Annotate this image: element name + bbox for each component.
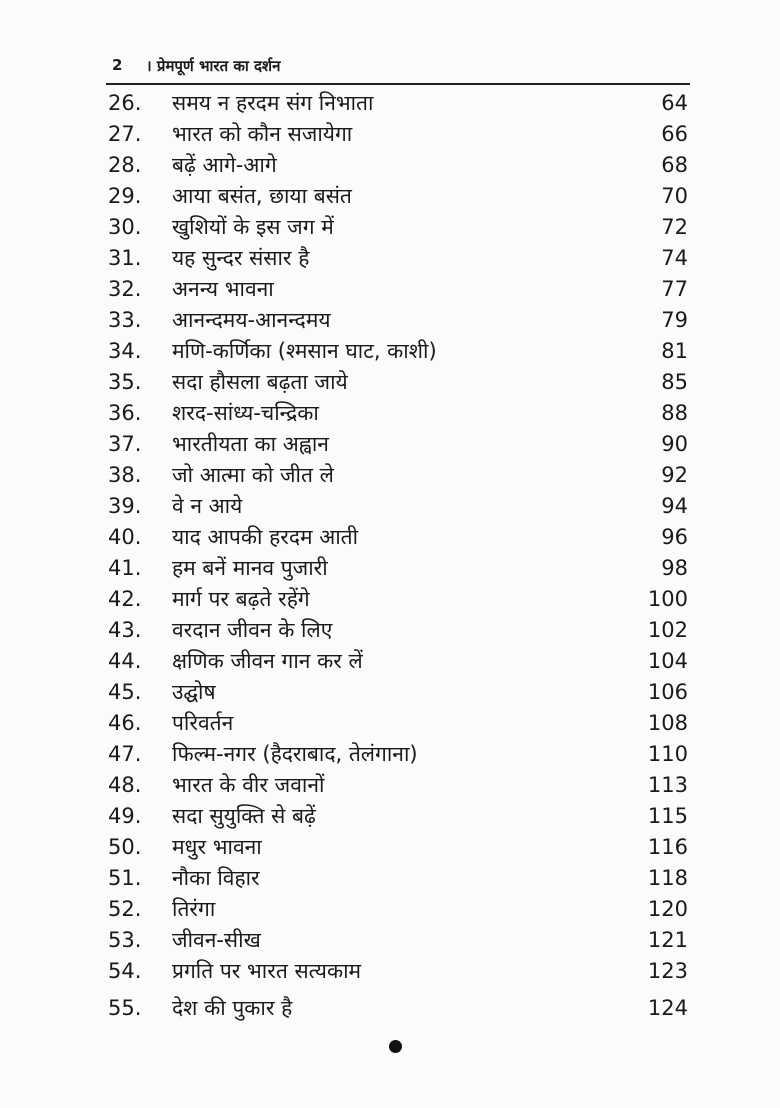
entry-number: 43. bbox=[108, 618, 142, 642]
entry-number: 35. bbox=[108, 370, 142, 394]
entry-page: 118 bbox=[647, 866, 688, 890]
entry-page: 104 bbox=[647, 649, 688, 673]
entry-title: उद्घोष bbox=[172, 680, 216, 704]
toc-entry bbox=[106, 150, 688, 181]
entry-number: 27. bbox=[108, 122, 142, 146]
toc-entry bbox=[106, 677, 688, 708]
entry-number: 48. bbox=[108, 773, 142, 797]
entry-number: 42. bbox=[108, 587, 142, 611]
toc-entry bbox=[106, 336, 688, 367]
entry-number: 33. bbox=[108, 308, 142, 332]
entry-number: 47. bbox=[108, 742, 142, 766]
toc-entry bbox=[106, 367, 688, 398]
toc-entry bbox=[106, 646, 688, 677]
entry-number: 41. bbox=[108, 556, 142, 580]
entry-number: 54. bbox=[108, 959, 142, 983]
entry-page: 66 bbox=[661, 122, 688, 146]
toc-entry bbox=[106, 88, 688, 119]
entry-number: 40. bbox=[108, 525, 142, 549]
toc-entry bbox=[106, 863, 688, 894]
entry-number: 31. bbox=[108, 246, 142, 270]
entry-page: 70 bbox=[661, 184, 688, 208]
entry-page: 74 bbox=[661, 246, 688, 270]
toc-entry bbox=[106, 212, 688, 243]
entry-page: 96 bbox=[661, 525, 688, 549]
entry-page: 124 bbox=[647, 996, 688, 1020]
toc-entry bbox=[106, 832, 688, 863]
entry-page: 90 bbox=[661, 432, 688, 456]
entry-number: 38. bbox=[108, 463, 142, 487]
entry-title: वे न आये bbox=[172, 494, 243, 518]
entry-number: 50. bbox=[108, 835, 142, 859]
entry-page: 108 bbox=[647, 711, 688, 735]
entry-title: मणि-कर्णिका (श्मसान घाट, काशी) bbox=[172, 339, 437, 363]
entry-title: सदा हौसला बढ़ता जाये bbox=[172, 370, 348, 394]
entry-page: 116 bbox=[647, 835, 688, 859]
toc-entry bbox=[106, 243, 688, 274]
toc-entry bbox=[106, 491, 688, 522]
entry-title: आनन्दमय-आनन्दमय bbox=[172, 308, 331, 332]
entry-page: 94 bbox=[661, 494, 688, 518]
entry-page: 77 bbox=[661, 277, 688, 301]
entry-number: 51. bbox=[108, 866, 142, 890]
entry-title: बढ़ें आगे-आगे bbox=[172, 153, 277, 177]
toc-entry bbox=[106, 894, 688, 925]
entry-title: भारत के वीर जवानों bbox=[172, 773, 325, 797]
entry-page: 120 bbox=[647, 897, 688, 921]
toc-entry bbox=[106, 770, 688, 801]
entry-number: 39. bbox=[108, 494, 142, 518]
entry-page: 98 bbox=[661, 556, 688, 580]
entry-title: यह सुन्दर संसार है bbox=[172, 246, 310, 270]
entry-number: 32. bbox=[108, 277, 142, 301]
entry-page: 121 bbox=[647, 928, 688, 952]
entry-page: 113 bbox=[647, 773, 688, 797]
entry-title: प्रगति पर भारत सत्यकाम bbox=[172, 959, 362, 983]
entry-number: 53. bbox=[108, 928, 142, 952]
entry-page: 102 bbox=[647, 618, 688, 642]
entry-page: 81 bbox=[661, 339, 688, 363]
entry-number: 29. bbox=[108, 184, 142, 208]
header-rule bbox=[106, 83, 690, 85]
entry-title: अनन्य भावना bbox=[172, 277, 274, 301]
entry-title: खुशियों के इस जग में bbox=[172, 215, 334, 239]
toc-entry bbox=[106, 181, 688, 212]
entry-title: मार्ग पर बढ़ते रहेंगे bbox=[172, 587, 310, 611]
entry-number: 37. bbox=[108, 432, 142, 456]
entry-page: 110 bbox=[647, 742, 688, 766]
entry-title: देश की पुकार है bbox=[172, 996, 293, 1020]
entry-title: तिरंगा bbox=[172, 897, 216, 921]
entry-number: 28. bbox=[108, 153, 142, 177]
toc-entry bbox=[106, 398, 688, 429]
entry-title: सदा सुयुक्ति से बढ़ें bbox=[172, 804, 316, 828]
entry-title: शरद-सांध्य-चन्द्रिका bbox=[172, 401, 319, 425]
entry-title: फिल्म-नगर (हैदराबाद, तेलंगाना) bbox=[172, 742, 418, 766]
toc-entry bbox=[106, 739, 688, 770]
entry-number: 45. bbox=[108, 680, 142, 704]
entry-page: 100 bbox=[647, 587, 688, 611]
entry-title: जीवन-सीख bbox=[172, 928, 261, 952]
entry-number: 36. bbox=[108, 401, 142, 425]
entry-page: 85 bbox=[661, 370, 688, 394]
entry-number: 30. bbox=[108, 215, 142, 239]
entry-number: 49. bbox=[108, 804, 142, 828]
entry-title: वरदान जीवन के लिए bbox=[172, 618, 333, 642]
toc-entry bbox=[106, 708, 688, 739]
entry-number: 26. bbox=[108, 91, 142, 115]
entry-title: जो आत्मा को जीत ले bbox=[172, 463, 334, 487]
entry-page: 72 bbox=[661, 215, 688, 239]
entry-title: भारतीयता का अह्वान bbox=[172, 432, 329, 456]
entry-page: 115 bbox=[647, 804, 688, 828]
toc-entry bbox=[106, 522, 688, 553]
entry-title: नौका विहार bbox=[172, 866, 260, 890]
entry-title: भारत को कौन सजायेगा bbox=[172, 122, 353, 146]
toc-entry bbox=[106, 993, 688, 1024]
toc-entry bbox=[106, 553, 688, 584]
toc-entry bbox=[106, 615, 688, 646]
entry-title: समय न हरदम संग निभाता bbox=[172, 91, 374, 115]
toc-entry bbox=[106, 305, 688, 336]
bullet-dot bbox=[389, 1040, 402, 1053]
entry-page: 88 bbox=[661, 401, 688, 425]
toc-entry bbox=[106, 956, 688, 987]
toc-entry bbox=[106, 119, 688, 150]
running-header bbox=[110, 52, 690, 80]
toc-entry bbox=[106, 801, 688, 832]
toc-entry bbox=[106, 429, 688, 460]
entry-page: 68 bbox=[661, 153, 688, 177]
toc-entry bbox=[106, 925, 688, 956]
toc-entry bbox=[106, 584, 688, 615]
entry-page: 64 bbox=[661, 91, 688, 115]
entry-number: 52. bbox=[108, 897, 142, 921]
entry-number: 55. bbox=[108, 996, 142, 1020]
page-number: 2 bbox=[112, 56, 123, 74]
toc-entry bbox=[106, 460, 688, 491]
entry-number: 46. bbox=[108, 711, 142, 735]
entry-title: मधुर भावना bbox=[172, 835, 262, 859]
entry-title: याद आपकी हरदम आती bbox=[172, 525, 359, 549]
entry-number: 34. bbox=[108, 339, 142, 363]
entry-title: क्षणिक जीवन गान कर लें bbox=[172, 649, 363, 673]
entry-page: 106 bbox=[647, 680, 688, 704]
entry-page: 92 bbox=[661, 463, 688, 487]
entry-number: 44. bbox=[108, 649, 142, 673]
running-title: । प्रेमपूर्ण भारत का दर्शन bbox=[146, 57, 281, 75]
entry-page: 123 bbox=[647, 959, 688, 983]
toc-entry bbox=[106, 274, 688, 305]
entry-title: आया बसंत, छाया बसंत bbox=[172, 184, 352, 208]
entry-title: परिवर्तन bbox=[172, 711, 234, 735]
entry-title: हम बनें मानव पुजारी bbox=[172, 556, 328, 580]
table-of-contents bbox=[106, 88, 688, 1024]
entry-page: 79 bbox=[661, 308, 688, 332]
